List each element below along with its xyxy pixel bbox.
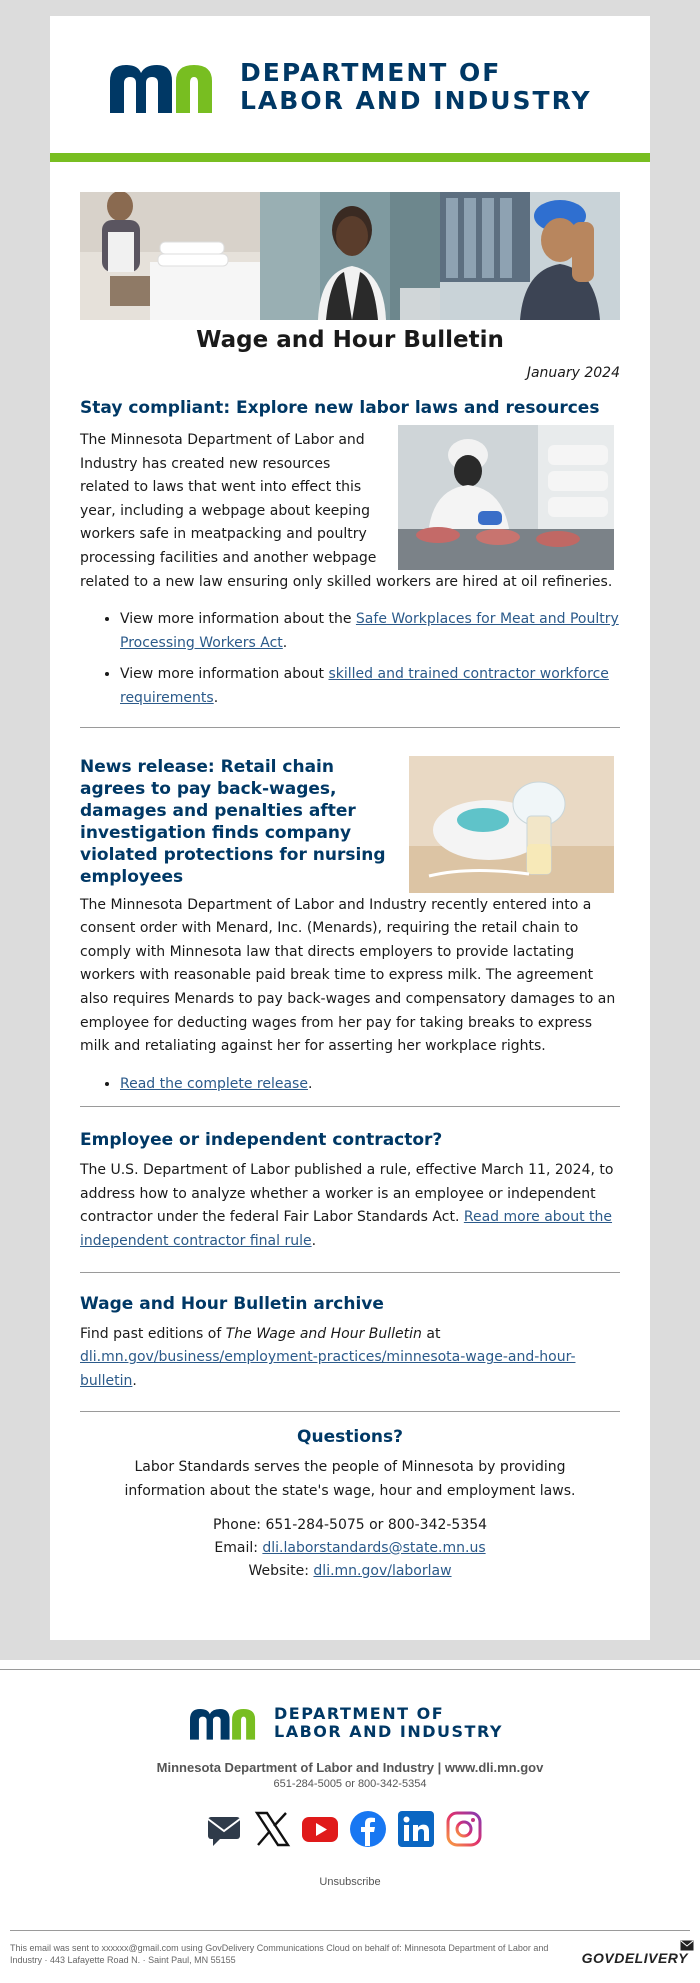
- section-contractor-text: The U.S. Department of Labor published a rule, effective March 11, 2024, to address how to analyze whether a worker is an employee or independent contractor under the federal Fair Labor Standards Act.: [80, 1162, 614, 1226]
- section-archive: [80, 1281, 620, 1394]
- footer-org-line: Minnesota Department of Labor and Industry | www.dli.mn.gov: [156, 1760, 544, 1775]
- section-contractor-body: [80, 1159, 620, 1253]
- section-news-release-list: [120, 1073, 620, 1097]
- facebook-icon[interactable]: [349, 1810, 387, 1848]
- office-worker-photo: [260, 192, 440, 320]
- housekeeper-photo: [80, 192, 260, 320]
- questions-section: [80, 1416, 620, 1582]
- youtube-icon[interactable]: [301, 1810, 339, 1848]
- banner-photos: [80, 192, 620, 320]
- section-new-laws-body: The Minnesota Department of Labor and Industry has created new resources related to laws that went into effect this year, including a webpage about keeping workers safe in meatpacking and poultry processing facilities and another webpage related to a new law ensuring only skilled workers are hired at oil refineries.: [80, 432, 613, 590]
- govdelivery-text: GOVDELIVERY: [581, 1950, 688, 1966]
- unsubscribe-link[interactable]: Unsubscribe: [319, 1876, 381, 1888]
- questions-body: Labor Standards serves the people of Minnesota by providing information about the state's wage, hour and employment laws.: [124, 1459, 576, 1500]
- contact-website: [80, 1560, 620, 1583]
- section-new-laws: [80, 397, 620, 711]
- bullet-period: .: [282, 634, 288, 651]
- phone-value: 651-284-5075 or 800-342-5354: [265, 1516, 488, 1533]
- archive-text: Find past editions of: [80, 1325, 226, 1342]
- mn-logo-icon: [190, 1706, 264, 1740]
- complete-release-link[interactable]: Read the complete release: [120, 1075, 308, 1092]
- section-news-release-heading: News release: Retail chain agrees to pay back-wages, damages and penalties after investigation finds company violated protections for nursing employees: [80, 756, 386, 887]
- section-divider: [80, 1106, 620, 1107]
- archive-italic: The Wage and Hour Bulletin: [225, 1325, 422, 1342]
- footer: [0, 1660, 700, 1983]
- logo-text: [240, 60, 592, 113]
- footer-phone-line: 651-284-5005 or 800-342-5354: [273, 1778, 427, 1790]
- construction-worker-photo: [440, 192, 620, 320]
- footer-logo-text: [274, 1706, 503, 1740]
- list-item: [120, 1073, 620, 1097]
- bullet-text: View more information about the: [120, 611, 356, 628]
- contractor-requirements-link[interactable]: skilled and trained contractor workforce requirements: [120, 666, 609, 706]
- footer-divider: [0, 1669, 700, 1670]
- linkedin-icon[interactable]: [397, 1810, 435, 1848]
- text-period: .: [311, 1233, 317, 1250]
- content: [80, 192, 620, 1583]
- x-icon[interactable]: [253, 1810, 291, 1848]
- dli-logo[interactable]: [110, 60, 592, 113]
- envelope-icon: [680, 1940, 694, 1952]
- newsletter-card: [50, 16, 650, 1640]
- instagram-icon[interactable]: [445, 1810, 483, 1848]
- section-divider: [80, 1411, 620, 1412]
- breast-pump-photo: [409, 756, 614, 893]
- section-news-release: [80, 746, 620, 1097]
- header: [50, 16, 650, 153]
- contact-info: [80, 1514, 620, 1583]
- meat-processing-photo: [398, 425, 614, 570]
- mn-logo-icon: [110, 61, 226, 113]
- section-archive-body: [80, 1323, 620, 1394]
- section-news-release-body: The Minnesota Department of Labor and Industry recently entered into a consent order with Menard, Inc. (Menards), requiring the retail chain to comply with Minnesota law that directs employers to provide lactating workers with reasonable paid break time to express milk. The agreement also requires Menards to pay back-wages and compensatory damages to an employee for deducting wages from her pay for taking breaks to express milk and retaliating against her for asserting her workplace rights.: [80, 896, 616, 1055]
- section-new-laws-heading: Stay compliant: Explore new labor laws and resources: [80, 398, 600, 418]
- green-divider: [50, 153, 650, 162]
- section-archive-heading: Wage and Hour Bulletin archive: [80, 1293, 384, 1314]
- footer-divider-bottom: [10, 1930, 690, 1931]
- meat-poultry-act-link[interactable]: Safe Workplaces for Meat and Poultry Processing Workers Act: [120, 611, 619, 651]
- bulletin-title: Wage and Hour Bulletin: [196, 327, 504, 353]
- email-icon[interactable]: [205, 1810, 243, 1848]
- govdelivery-logo[interactable]: [582, 1950, 688, 1966]
- section-contractor-heading: Employee or independent contractor?: [80, 1130, 443, 1151]
- website-label: Website:: [248, 1562, 314, 1579]
- bullet-period: .: [213, 689, 219, 706]
- footer-fine-print: This email was sent to xxxxxx@gmail.com using GovDelivery Communications Cloud on behalf of: Minnesota Department of Labor and Industry · 443 Lafayette Road N. · Saint Paul, MN 55155: [10, 1943, 549, 1965]
- email-label: Email:: [214, 1539, 263, 1556]
- social-links: [205, 1810, 483, 1848]
- footer-logo-line1: DEPARTMENT OF: [274, 1704, 445, 1723]
- section-divider: [80, 1272, 620, 1273]
- list-item: [120, 608, 620, 655]
- archive-text-suffix: at: [421, 1325, 441, 1342]
- section-divider: [80, 727, 620, 728]
- bullet-period: .: [307, 1075, 313, 1092]
- footer-logo-line2: LABOR AND INDUSTRY: [274, 1722, 503, 1741]
- email-link[interactable]: dli.laborstandards@state.mn.us: [262, 1539, 486, 1556]
- website-link[interactable]: dli.mn.gov/laborlaw: [313, 1562, 452, 1579]
- bulletin-date: January 2024: [526, 365, 620, 381]
- bullet-text: View more information about: [120, 666, 329, 683]
- footer-dli-logo[interactable]: [190, 1706, 503, 1740]
- archive-link[interactable]: dli.mn.gov/business/employment-practices/minnesota-wage-and-hour-bulletin: [80, 1349, 576, 1389]
- text-period: .: [132, 1372, 137, 1389]
- section-new-laws-list: [120, 608, 620, 710]
- questions-heading: Questions?: [297, 1427, 403, 1448]
- section-contractor: [80, 1117, 620, 1253]
- logo-line1: DEPARTMENT OF: [240, 58, 502, 87]
- contact-email: [80, 1537, 620, 1560]
- contact-phone: [80, 1514, 620, 1537]
- logo-line2: LABOR AND INDUSTRY: [240, 86, 592, 115]
- contractor-rule-link[interactable]: Read more about the independent contractor final rule: [80, 1209, 613, 1250]
- list-item: [120, 663, 620, 710]
- phone-label: Phone:: [212, 1516, 266, 1533]
